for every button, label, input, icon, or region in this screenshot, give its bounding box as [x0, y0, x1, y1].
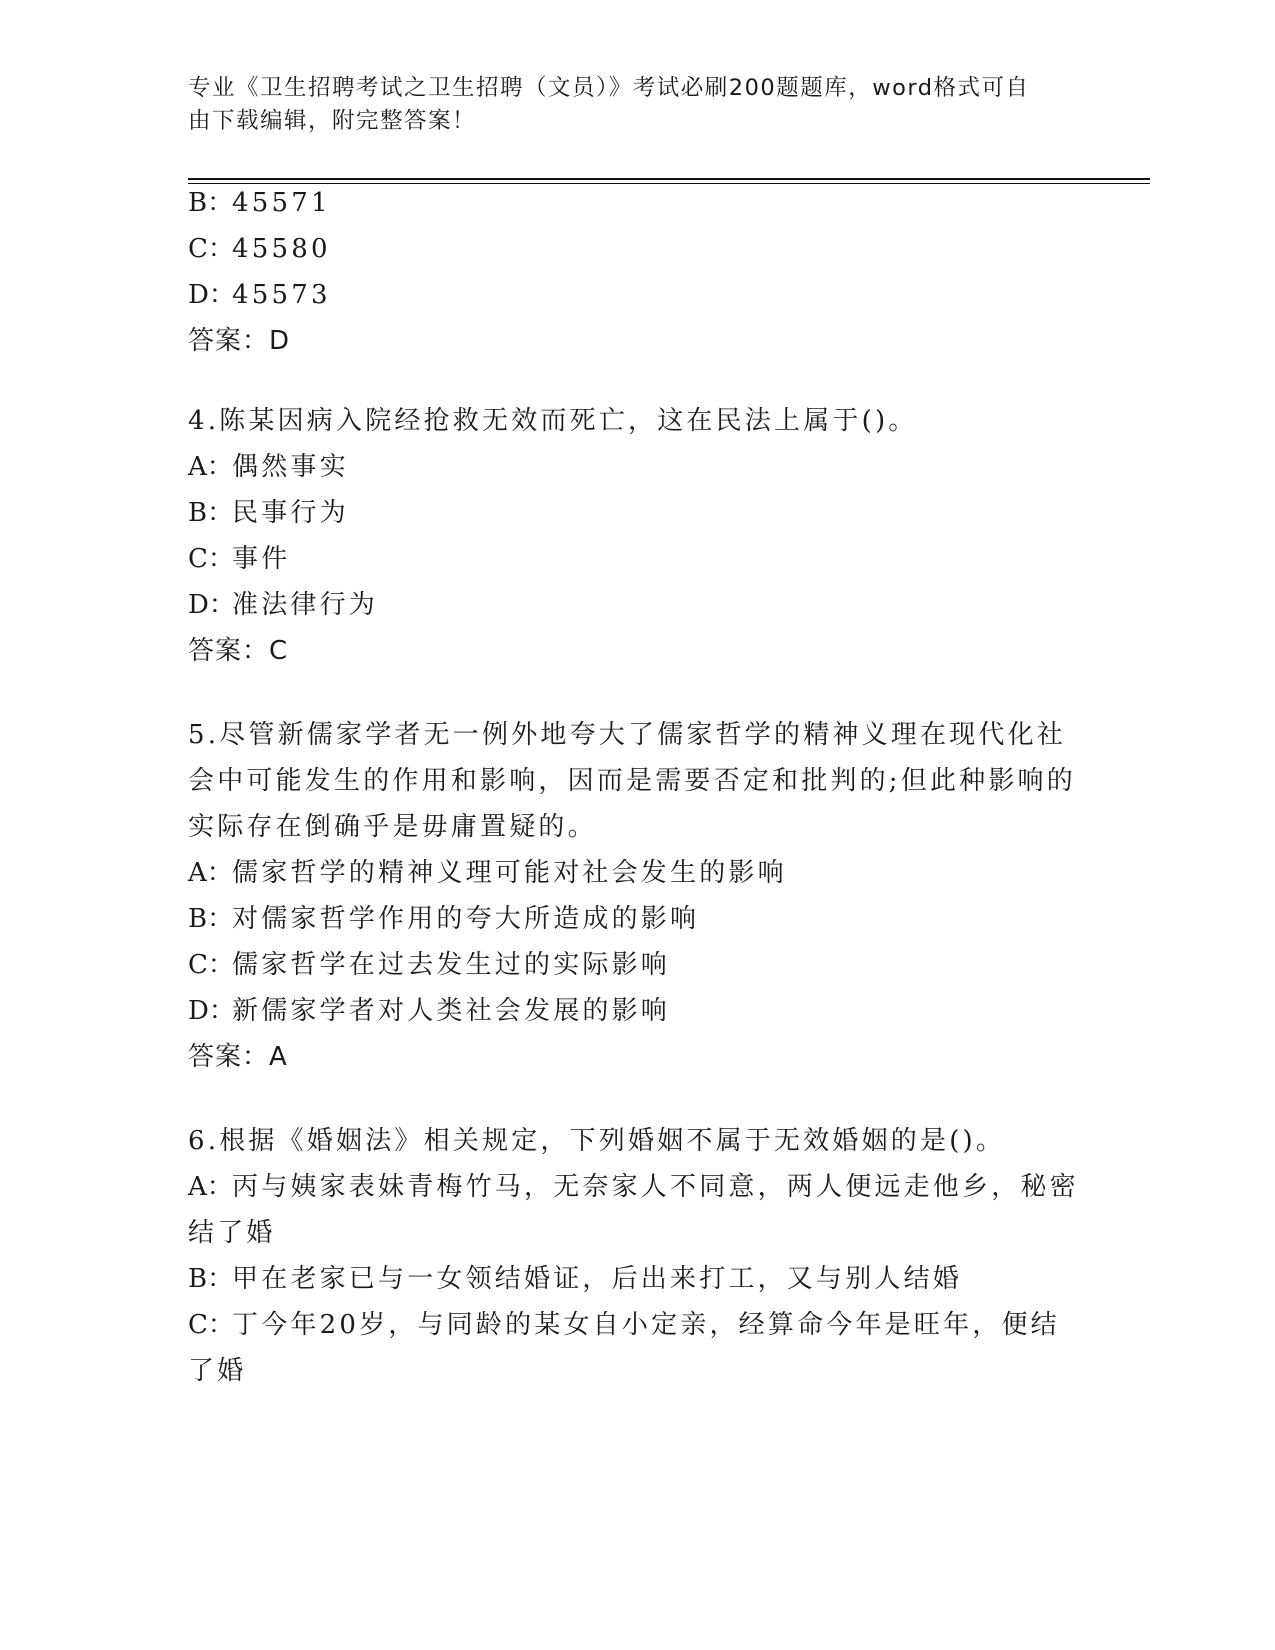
option-b: B：45571: [188, 188, 331, 218]
option-d: D：45573: [188, 280, 331, 310]
option-c: C：45580: [188, 234, 331, 264]
question-text-line: 实际存在倒确乎是毋庸置疑的。: [188, 812, 597, 842]
header-line-2: 由下载编辑，附完整答案！: [188, 108, 477, 134]
option-d: D：新儒家学者对人类社会发展的影响: [188, 996, 671, 1026]
answer-line: 答案：C: [188, 636, 289, 666]
document-header: [188, 72, 1078, 138]
option-b: B：民事行为: [188, 498, 349, 528]
question-3-tail: [188, 180, 1088, 364]
option-b: B：甲在老家已与一女领结婚证，后出来打工，又与别人结婚: [188, 1264, 963, 1294]
option-d: D：准法律行为: [188, 590, 379, 620]
question-4: [188, 398, 1088, 674]
question-6: [188, 1118, 1088, 1394]
question-text: 6.根据《婚姻法》相关规定，下列婚姻不属于无效婚姻的是()。: [188, 1126, 1006, 1156]
option-c: C：儒家哲学在过去发生过的实际影响: [188, 950, 671, 980]
question-text-line: 会中可能发生的作用和影响，因而是需要否定和批判的;但此种影响的: [188, 766, 1076, 796]
option-a-continuation: 结了婚: [188, 1218, 276, 1248]
question-text: 4.陈某因病入院经抢救无效而死亡，这在民法上属于()。: [188, 406, 918, 436]
option-a: A：丙与姨家表妹青梅竹马，无奈家人不同意，两人便远走他乡，秘密: [188, 1172, 1079, 1202]
answer-line: 答案：A: [188, 1042, 288, 1072]
option-c: C：事件: [188, 544, 291, 574]
option-c: C：丁今年20岁，与同龄的某女自小定亲，经算命今年是旺年，便结: [188, 1310, 1060, 1340]
option-a: A：儒家哲学的精神义理可能对社会发生的影响: [188, 858, 787, 888]
option-c-continuation: 了婚: [188, 1356, 247, 1386]
answer-line: 答案：D: [188, 326, 291, 356]
question-5: [188, 712, 1088, 1080]
option-a: A：偶然事实: [188, 452, 349, 482]
header-line-1: 专业《卫生招聘考试之卫生招聘（文员）》考试必刷200题题库，word格式可自: [188, 75, 1030, 101]
option-b: B：对儒家哲学作用的夸大所造成的影响: [188, 904, 700, 934]
question-text-line: 5.尽管新儒家学者无一例外地夸大了儒家哲学的精神义理在现代化社: [188, 720, 1067, 750]
